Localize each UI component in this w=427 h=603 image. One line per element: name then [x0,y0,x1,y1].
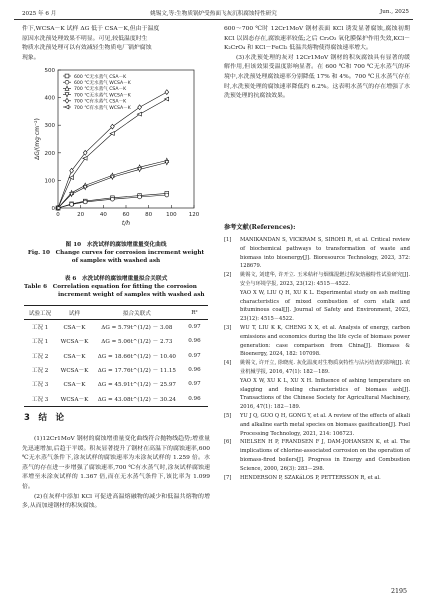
reference-number: [7] [224,474,232,481]
table-row [24,334,208,348]
table-cell: 0.96 [181,391,208,406]
table-title-en: Correlation equation for fitting the corrosion [52,284,197,291]
table-cell: ΔG = 18.66t^(1/2) － 10.40 [97,353,176,360]
reference-item [224,289,410,324]
x-axis-label: t/h [121,220,131,227]
reference-number: [5] [224,412,232,419]
table-cell: 0.96 [188,367,201,374]
intro-line: 原因水洗预处理效果不明显。可见,较低温度时生 [22,35,148,42]
data-point [165,97,169,101]
table-caption-en-2: increment weight of samples with washed ash [58,292,205,299]
table-header-row [24,306,208,320]
x-tick-label: 120 [188,212,200,218]
reference-number: [2] [224,272,232,279]
y-tick-label: 400 [44,95,55,102]
references-title: 参考文献(References): [224,224,296,231]
table-header-cell: R² [181,306,208,320]
table-cell: ΔG = 17.76t^(1/2) － 11.15 [97,368,176,375]
table-cell: 工况 2 [31,353,49,360]
reference-item [224,271,410,289]
figure-title-cn: 水洗试样的腐蚀增重量变化曲线 [86,242,167,248]
reference-item [224,438,410,473]
table-cell: 工况 3 [24,391,56,406]
intro-line: 现象。 [22,54,40,61]
x-tick-label: 100 [166,212,177,218]
figure-caption-cn [22,241,210,249]
section-heading [24,411,64,423]
table-label-en: Table 6 [24,284,48,291]
legend-marker [65,74,69,78]
reference-text: 姚锡文, 刘建华, 许开立. 玉米秸秆与烟煤混燃过程灰熔融特性试验研究[J]. 安全与环境学报, 2023, 23(12): 4515－4522. [240,272,410,287]
table-cell: 0.96 [188,338,201,345]
table-header-cell: 试验工况 [24,306,56,320]
intro-line: 物质水洗预处理可以有效减轻生物质电厂锅炉腐蚀 [22,45,152,52]
right-text [224,25,410,102]
reference-text: YAO X W, XU K L, XU X H. Influence of ashing temperature on slagging and fouling characteristics of biomass ash[J]. Transactions of the Chinese Society for Agricultural Machinery, 2016, 47(1): 182－189. [240,377,410,411]
reference-item [224,412,410,438]
conclusion-3: (3)水洗预处理的灰对 12Cr1MoV 钢材的积灰腐蚀具有显著的缓解作用,但该效果受温度影响显著。在 600 ℃和 700 ℃无水蒸气的环境中,水洗预处理腐蚀速率分别降低 17% 和 4%。700 ℃且水蒸气存在时,水洗预处理的腐蚀速率降低约 6.2%。这表明水蒸气的存在增强了水洗预处理的抗腐蚀效果。 [224,54,410,100]
reference-item [224,236,410,271]
x-tick-label: 0 [56,212,60,218]
data-point [165,90,169,95]
data-point [111,197,115,201]
table-title-cn: 水洗试样的腐蚀增重量拟合关联式 [82,276,168,282]
legend-label: 600 ℃无水蒸气 CSA－K [74,74,127,80]
table-cell: 工况 1 [31,325,49,332]
corrosion-chart [32,64,202,239]
legend-label: 600 ℃无水蒸气 WCSA－K [74,81,131,86]
reference-text: MANIKANDAN S, VICKRAM S, SIROHI R, et al. Critical review of biochemical pathways to transformation of waste and biomass into bioenergy[J]. Bioresource Technology, 2023, 372: 128679. [240,237,410,270]
reference-text: YAO X W, LIU Q H, XU K L. Experimental study on ash melting characteristics of mixed combustion of corn stalk and bituminous coal[J]. Journal of Safety and Environment, 2023, 23(12): 4515－4522. [240,289,410,323]
table-cell: WCSA－K [60,339,89,346]
table-caption [22,275,210,300]
table-caption-cn [22,275,210,283]
table-caption-en [22,283,210,291]
x-tick-label: 20 [77,212,85,218]
table-cell: CSA－K [63,382,86,389]
table-header-cell: 试样 [56,306,93,320]
data-point [165,193,169,197]
page-number: 2195 [390,588,407,595]
header-title: 姚锡文,等:生物质锅炉受热面飞灰沉积腐蚀特性研究 [150,11,277,17]
data-point [138,195,142,199]
reference-item [224,474,410,483]
table-cell: CSA－K [63,353,86,360]
table-header-cell: 拟合关联式 [93,306,181,320]
legend-label: 700 ℃无水蒸气 CSA－K [74,87,127,93]
conclusions-left [22,435,210,512]
table-cell: 0.97 [188,381,201,388]
table-cell: CSA－K [63,325,86,332]
data-point [69,176,73,180]
figure-title-en: Change curves for corrosion increment weight [55,250,205,257]
table-row [24,349,208,363]
table-cell: 工况 3 [31,382,49,389]
table-cell: WCSA－K [56,391,93,406]
reference-item [224,359,410,377]
table-row [24,320,208,335]
figure-caption-en-2: of samples with washed ash [71,258,161,265]
reference-text: HENDERSON P, SZAKáLOS P, PETTERSSON R, et al. [240,474,381,481]
table-cell: 工况 1 [31,339,49,346]
legend-marker [65,98,69,103]
data-point [138,105,142,110]
left-intro [22,25,210,63]
table-cell: ΔG = 5.06t^(1/2) － 2.73 [101,339,173,346]
table-cell: 0.97 [188,324,201,331]
table-label-cn: 表 6 [64,276,77,282]
table-cell: ΔG = 43.08t^(1/2) － 30.24 [93,391,181,406]
reference-text: YU J Q, GUO Q H, GONG Y, et al. A review of the effects of alkali and alkaline earth metal species on biomass gasification[J]. Fuel Processing Technology, 2021, 214: 106723. [240,412,410,437]
data-point [70,203,74,207]
conclusion-1: (1)12Cr1MoV 钢材的腐蚀增重量变化曲线符合抛物线趋势;增重量先迅速增加,后趋于平缓。积灰显著提升了钢材在高温下的腐蚀速率,600 ℃无水蒸气条件下,涂灰试样的腐蚀速率为未涂灰试样的 1.259 倍。水蒸气的存在进一步增强了腐蚀速率,700 ℃有水蒸气时,涂灰试样腐蚀速率增至未涂灰试样的 1.367 倍,而在无水蒸气条件下,该比率为 1.099 倍。 [22,436,210,490]
table-cell: 0.97 [188,352,201,359]
table-row [24,377,208,391]
data-point [83,156,87,160]
table-cell: ΔG = 45.91t^(1/2) － 25.97 [97,382,176,389]
reference-number: [6] [224,439,232,446]
reference-number: [4] [224,360,232,367]
x-tick-label: 40 [99,212,107,218]
figure-label-en: Fig. 10 [27,250,50,257]
legend-marker [65,105,69,109]
y-tick-label: 100 [44,178,55,185]
reference-item [224,377,410,412]
y-axis-label: ΔG/(mg·cm⁻²) [34,118,41,160]
figure-caption-en [22,249,210,257]
header-date-en: Jun., 2025 [379,9,409,15]
x-tick-label: 80 [145,212,153,218]
fit-table [24,305,208,407]
legend-label: 700 ℃有水蒸气 WCSA－K [74,105,131,111]
table-row [24,363,208,377]
table-cell: 工况 2 [31,368,49,375]
y-tick-label: 300 [44,123,55,130]
data-point [83,200,87,204]
table-cell: ΔG = 5.79t^(1/2) － 3.08 [101,325,173,332]
reference-number: [1] [224,237,232,243]
section-number: 3 [24,413,30,423]
section-title: 结 论 [38,413,64,423]
legend-marker [65,80,69,84]
right-intro: 600～700 ℃时 12Cr1MoV 钢材表面 KCl 诱发显著腐蚀,腐蚀初期 KCl 以固态存在,腐蚀速率较低;之后 Cr₂O₃ 氧化膜保护作用失效,KCl－K₂CrO₄ 和 KCl－FeCl₂ 低温共熔物使得腐蚀速率增大。 [224,26,410,52]
reference-text: 姚锡文, 许开立, 徐晓虎. 灰化温度对生物质灰特性与沾污结渣的影响[J]. 农业机械学报, 2016, 47(1): 182－189. [240,360,410,375]
x-tick-label: 60 [122,212,130,218]
figure-label-cn: 图 10 [65,242,82,248]
reference-text: WU T, LIU K K, CHENG X X, et al. Analysis of energy, carbon emissions and economics during the life cycle of biomass power generation: case comparison from China[J]. Biomass & Bioenergy, 2024, 182: 107098. [240,324,410,358]
legend-label: 700 ℃有水蒸气 CSA－K [74,99,127,105]
reference-text: NIELSEN H P, FRANDSEN F J, DAM-JOHANSEN K, et al. The implications of chlorine-associated corrosion on the operation of biomass-fired boilers[J]. Progress in Energy and Combustion Science, 2000, 26(3): 283－298. [240,439,410,472]
y-tick-label: 0 [51,206,55,212]
legend-label: 700 ℃无水蒸气 WCSA－K [74,93,131,99]
y-tick-label: 200 [44,150,55,157]
y-tick-label: 500 [44,68,55,74]
table-cell: WCSA－K [60,368,89,375]
header-rule [14,19,413,20]
table-row [24,391,208,406]
reference-list [224,236,410,482]
fit-table-grid [24,305,208,407]
reference-item [224,324,410,359]
intro-line: 件下,WCSA－K 试样 ΔG 低于 CSA－K,但由于温度 [22,26,160,32]
header-date: 2025 年 6 月 [22,11,57,17]
figure-caption [22,241,210,266]
reference-number: [3] [224,324,232,331]
conclusion-2: (2)在灰样中添加 KCl 可促进高温熔融物的减少和低温共熔物的增多,从而加速钢材的积灰腐蚀。 [22,493,210,510]
